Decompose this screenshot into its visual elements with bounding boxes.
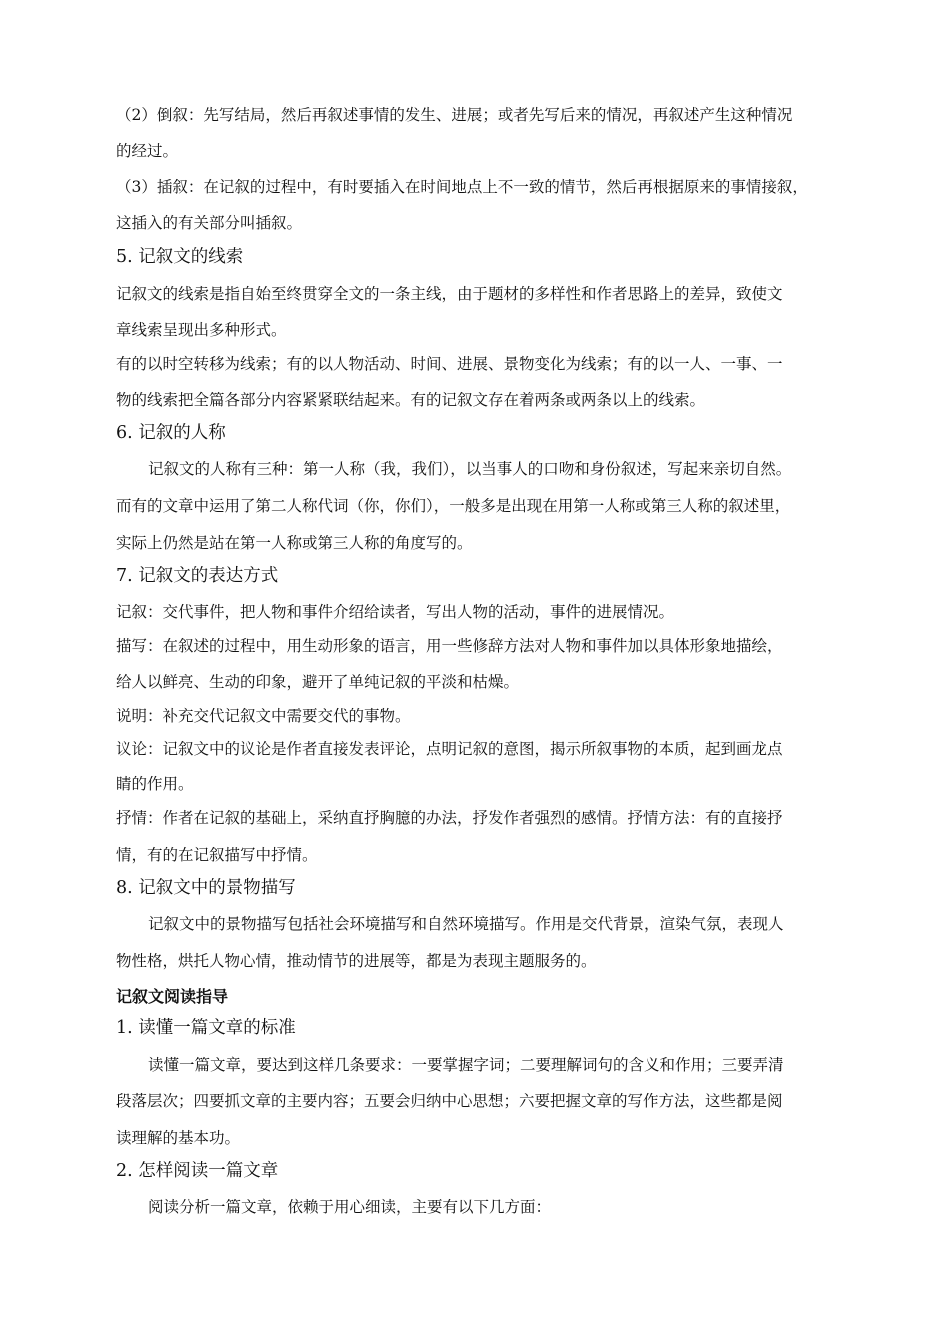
section-heading: 7. 记叙文的表达方式 [116, 566, 279, 586]
text-line: 而有的文章中运用了第二人称代词（你，你们），一般多是出现在用第一人称或第三人称的叙述里， [116, 497, 791, 515]
text-line: 物性格，烘托人物心情，推动情节的进展等，都是为表现主题服务的。 [116, 952, 597, 970]
text-line: 章线索呈现出多种形式。 [116, 321, 287, 339]
text-line: 记叙文的线索是指自始至终贯穿全文的一条主线，由于题材的多样性和作者思路上的差异，致使文 [116, 285, 783, 303]
text-line: 议论：记叙文中的议论是作者直接发表评论，点明记叙的意图，揭示所叙事物的本质，起到画龙点 [116, 740, 783, 758]
section-heading: 5. 记叙文的线索 [116, 247, 244, 267]
text-line: 有的以时空转移为线索；有的以人物活动、时间、进展、景物变化为线索；有的以一人、一事、一 [116, 355, 783, 373]
text-line: 这插入的有关部分叫插叙。 [116, 214, 303, 232]
text-line: 记叙：交代事件，把人物和事件介绍给读者，写出人物的活动，事件的进展情况。 [116, 603, 675, 621]
text-line: 说明：补充交代记叙文中需要交代的事物。 [116, 707, 411, 725]
text-line: 情，有的在记叙描写中抒情。 [116, 846, 318, 864]
text-line: 抒情：作者在记叙的基础上，采纳直抒胸臆的办法，抒发作者强烈的感情。抒情方法：有的直接抒 [116, 809, 783, 827]
section-heading: 8. 记叙文中的景物描写 [116, 878, 296, 898]
section-heading: 2. 怎样阅读一篇文章 [116, 1161, 279, 1181]
text-line: 段落层次；四要抓文章的主要内容；五要会归纳中心思想；六要把握文章的写作方法，这些都是阅 [116, 1092, 783, 1110]
section-heading: 1. 读懂一篇文章的标准 [116, 1018, 296, 1038]
text-line: 物的线索把全篇各部分内容紧紧联结起来。有的记叙文存在着两条或两条以上的线索。 [116, 391, 706, 409]
text-line: （3）插叙：在记叙的过程中，有时要插入在时间地点上不一致的情节，然后再根据原来的事情接叙， [116, 178, 808, 196]
text-line: 描写：在叙述的过程中，用生动形象的语言，用一些修辞方法对人物和事件加以具体形象地描绘， [116, 637, 783, 655]
text-line: 读懂一篇文章，要达到这样几条要求：一要掌握字词；二要理解词句的含义和作用；三要弄清 [148, 1056, 784, 1074]
text-line: 实际上仍然是站在第一人称或第三人称的角度写的。 [116, 534, 473, 552]
text-line: 读理解的基本功。 [116, 1129, 241, 1147]
text-line: 睛的作用。 [116, 775, 194, 793]
text-line: 阅读分析一篇文章，依赖于用心细读，主要有以下几方面： [148, 1198, 552, 1216]
section-heading: 6. 记叙的人称 [116, 423, 226, 443]
text-line: （2）倒叙：先写结局，然后再叙述事情的发生、进展；或者先写后来的情况，再叙述产生这种情况 [116, 106, 793, 124]
text-line: 记叙文中的景物描写包括社会环境描写和自然环境描写。作用是交代背景，渲染气氛，表现人 [148, 915, 784, 933]
text-line: 的经过。 [116, 142, 179, 160]
text-line: 记叙文的人称有三种：第一人称（我，我们），以当事人的口吻和身份叙述，写起来亲切自然。 [148, 460, 792, 478]
text-line: 给人以鲜亮、生动的印象，避开了单纯记叙的平淡和枯燥。 [116, 673, 520, 691]
part-heading: 记叙文阅读指导 [116, 987, 229, 1006]
